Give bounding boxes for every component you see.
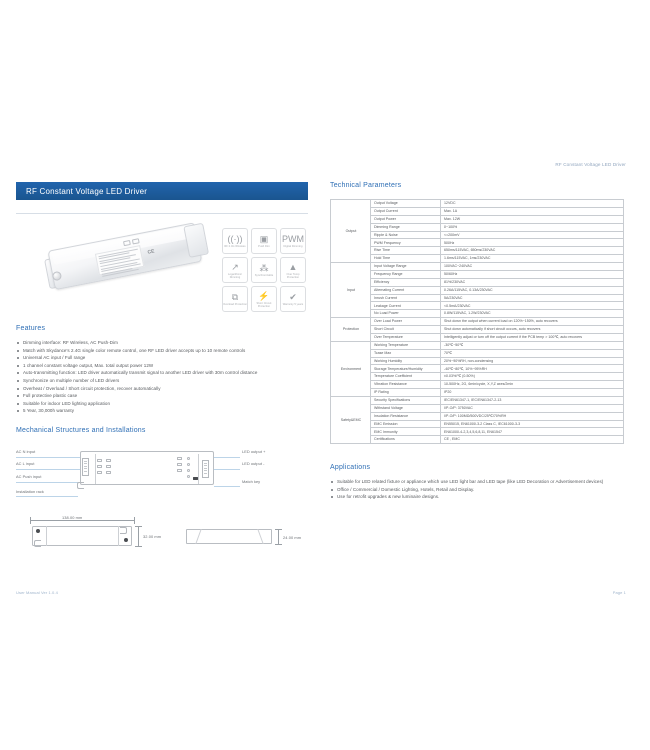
terminal-block	[106, 465, 111, 468]
spec-parameter-name: Temperature Coefficient	[371, 373, 441, 381]
spec-parameter-name: Frequency Range	[371, 270, 441, 278]
rf-wireless-glyph: ((·))	[227, 234, 243, 245]
device-outline	[80, 451, 214, 485]
spec-parameter-value: 500Hz	[441, 239, 624, 247]
label-ac-n-input: AC N input	[16, 448, 36, 454]
spec-parameter-name: Short Circuit	[371, 326, 441, 334]
product-title-bar	[16, 182, 308, 200]
spec-parameter-name: Alternating Current	[371, 286, 441, 294]
label-installation-rack: Installation rack	[16, 488, 44, 494]
dim-length-text: 138.00 mm	[62, 514, 83, 520]
product-title: RF Constant Voltage LED Driver	[26, 186, 148, 196]
spec-parameter-value: 81%/230VAC	[441, 278, 624, 286]
label-ac-push-input: AC Push input	[16, 473, 42, 479]
terminal-block	[177, 469, 182, 472]
spec-parameter-value: Shut down automatically if short circuit occurs, auto recovers	[441, 326, 624, 334]
spec-parameter-name: IP Rating	[371, 389, 441, 397]
table-row	[331, 318, 624, 326]
feature-icon-grid	[222, 228, 306, 312]
list-item: Universal AC input / Full range	[16, 354, 308, 362]
dimension-drawings	[16, 512, 308, 556]
installation-rack-bracket	[77, 482, 84, 489]
spec-parameter-value: <=200mV	[441, 231, 624, 239]
rack-bracket-bottom	[34, 540, 41, 547]
list-item: Use for retrofit upgrades & new luminaire designs.	[330, 493, 624, 501]
spec-parameter-name: Output Voltage	[371, 200, 441, 208]
synchronize-icon	[251, 257, 277, 283]
over-temperature-icon	[280, 257, 306, 283]
table-row	[331, 239, 624, 247]
list-item: 1 channel constant voltage output, Max. total output power 12W	[16, 362, 308, 370]
list-item: Suitable for LED related fixture or appliance which use LED light bar and LED tape (like LED Decoration or Advertisement devices)	[330, 478, 624, 486]
dim-width-text: 24.00 mm	[283, 534, 302, 540]
top-view-divider	[46, 526, 47, 546]
label-match-key: Match key	[242, 478, 261, 484]
spec-parameter-value: 0.8W/115VAC, 1.2W/230VAC	[441, 310, 624, 318]
spec-parameter-name: Ripple & Noise	[371, 231, 441, 239]
dimming-curve-glyph: ↗	[231, 261, 239, 272]
terminal-block	[97, 459, 102, 462]
spec-parameter-value: 10-500Hz, 2G, 6min/cycle, X,Y,Z axes/2min	[441, 381, 624, 389]
product-image	[47, 222, 206, 311]
datasheet-page	[0, 160, 650, 595]
spec-parameter-value: <0.5mA/230VAC	[441, 302, 624, 310]
push-dim-icon	[251, 228, 277, 254]
technical-parameters-heading: Technical Parameters	[330, 182, 402, 189]
spec-parameter-value: Intelligently adjust or turn off the output current if the PCB temp > 100℃, auto recovers	[441, 333, 624, 341]
spec-parameter-name: Rise Time	[371, 247, 441, 255]
table-row	[331, 215, 624, 223]
dim-width-tick-bottom	[275, 544, 282, 545]
push-dim-caption: Push Dim	[258, 245, 270, 249]
spec-parameter-value: EN61000-4-2,3,4,5,6,8,11, EN61547	[441, 428, 624, 436]
dim-length-tick-right	[134, 517, 135, 524]
label-led-output-minus: LED output -	[242, 460, 265, 466]
spec-parameter-name: Inrush Current	[371, 294, 441, 302]
spec-parameter-value: 50/60Hz	[441, 270, 624, 278]
spec-parameter-value: -40℃~80℃, 10%~95%RH	[441, 365, 624, 373]
warranty-caption: Warranty 5 years	[282, 303, 304, 307]
overload-protection-glyph: ⧉	[231, 292, 239, 303]
features-list	[16, 339, 308, 415]
spec-parameter-name: Tcase Max	[371, 349, 441, 357]
lead-line-match-key	[214, 486, 240, 487]
list-item: Office / Commercial / Domestic Lighting, Hotels, Retail and Display.	[330, 486, 624, 494]
table-row	[331, 373, 624, 381]
dim-length-tick-left	[30, 517, 31, 524]
spec-parameter-name: Input Voltage Range	[371, 263, 441, 271]
spec-parameter-value: 0~100%	[441, 223, 624, 231]
table-row	[331, 349, 624, 357]
dim-width-line	[278, 529, 279, 544]
right-column	[330, 182, 624, 501]
dim-height-text: 32.00 mm	[143, 533, 162, 539]
rf-wireless-caption: RF 2.4G Wireless	[224, 245, 246, 249]
ce-mark-icon: CE	[147, 248, 156, 256]
spec-parameter-value: 5A/230VAC	[441, 294, 624, 302]
spec-parameter-name: Storage Temperature/Humidity	[371, 365, 441, 373]
spec-parameter-name: Withstand Voltage	[371, 404, 441, 412]
table-row	[331, 412, 624, 420]
spec-group-name: Safety&EMC	[331, 396, 371, 443]
top-view-divider	[118, 526, 119, 546]
spec-parameter-value: 0.26A/115VAC, 0.13A/230VAC	[441, 286, 624, 294]
mechanical-heading: Mechanical Structures and Installations	[16, 426, 146, 434]
spec-group-name: Output	[331, 200, 371, 263]
digital-dimming-caption: Digital Dimming	[283, 245, 303, 249]
table-row	[331, 420, 624, 428]
synchronize-glyph: ⁂	[259, 263, 269, 274]
list-item: Synchronize on multiple number of LED drivers	[16, 377, 308, 385]
lead-line-out-plus	[214, 457, 240, 458]
list-item: Full protective plastic case	[16, 392, 308, 400]
short-circuit-caption: Short Circuit Protection	[256, 301, 272, 308]
lead-line-rack	[16, 496, 78, 497]
spec-parameter-name: PWM Frequency	[371, 239, 441, 247]
spec-parameter-name: Efficiency	[371, 278, 441, 286]
specifications-table	[330, 199, 624, 444]
short-circuit-icon	[251, 286, 277, 312]
spec-parameter-name: Leakage Current	[371, 302, 441, 310]
applications-heading: Applications	[330, 464, 371, 472]
dim-height-tick-top	[135, 526, 142, 527]
spec-parameter-value: 1.6ms/115VAC, 1ms/230VAC	[441, 255, 624, 263]
spec-parameter-name: Output Current	[371, 207, 441, 215]
footer-version: User Manual Ver 1.0.4	[16, 590, 58, 595]
table-row	[331, 247, 624, 255]
left-column	[16, 182, 308, 556]
spec-parameter-name: Over Load Power	[371, 318, 441, 326]
table-row	[331, 357, 624, 365]
lead-line-out-minus	[214, 469, 240, 470]
push-dim-glyph: ▣	[259, 234, 269, 245]
list-item: Dimming interface: RF Wireless, AC Push-Dim	[16, 339, 308, 347]
digital-dimming-icon	[280, 228, 306, 254]
mounting-hole	[124, 538, 128, 542]
dimming-curve-caption: Logarithmic Dimming	[228, 272, 242, 279]
table-row	[331, 333, 624, 341]
dim-length-line	[30, 520, 134, 521]
dim-height-tick-bottom	[135, 546, 142, 547]
lead-line-ac-push	[16, 482, 80, 483]
applications-list	[330, 478, 624, 501]
table-row	[331, 341, 624, 349]
over-temperature-glyph: ▲	[288, 261, 298, 272]
spec-parameter-name: Working Humidity	[371, 357, 441, 365]
list-item: Overheat / Overload / Short circuit protection, recover automatically	[16, 385, 308, 393]
spec-parameter-value: 70℃	[441, 349, 624, 357]
title-divider	[16, 213, 308, 214]
match-key-button[interactable]	[193, 477, 198, 480]
table-row	[331, 294, 624, 302]
spec-group-name: Protection	[331, 318, 371, 342]
table-row	[331, 428, 624, 436]
table-row	[331, 200, 624, 208]
over-temperature-caption: Over Temp Protection	[286, 272, 300, 279]
table-row	[331, 207, 624, 215]
spec-parameter-name: Vibration Resistance	[371, 381, 441, 389]
table-row	[331, 326, 624, 334]
dim-height-line	[138, 526, 139, 546]
spec-parameter-value: IP20	[441, 389, 624, 397]
spec-parameter-name: Certifications	[371, 436, 441, 444]
list-item: Auto-transmitting function: LED driver automatically transmit signal to another LED driver with 30m control distance	[16, 369, 308, 377]
digital-dimming-glyph: PWM	[282, 234, 304, 245]
terminal-block	[106, 459, 111, 462]
table-row	[331, 310, 624, 318]
spec-parameter-value: 100VAC~240VAC	[441, 263, 624, 271]
table-row	[331, 404, 624, 412]
terminal-comb-right	[202, 460, 209, 478]
list-item: Suitable for indoor LED lighting application	[16, 400, 308, 408]
running-header: RF Constant Voltage LED Driver	[555, 162, 626, 167]
spec-parameter-name: Insulation Resistance	[371, 412, 441, 420]
spec-parameter-name: Over Temperature	[371, 333, 441, 341]
spec-parameter-value: I/P-O/P: 3750VAC	[441, 404, 624, 412]
spec-parameter-value: CE , EMC	[441, 436, 624, 444]
spec-parameter-name: No Load Power	[371, 310, 441, 318]
terminal-block	[177, 457, 182, 460]
table-row	[331, 365, 624, 373]
spec-parameter-value: ±0.03%/℃ (0-50%)	[441, 373, 624, 381]
spec-parameter-name: EMC Emission	[371, 420, 441, 428]
lead-line-ac-n	[16, 457, 80, 458]
spec-parameter-name: EMC Immunity	[371, 428, 441, 436]
spec-parameter-name: Hold Time	[371, 255, 441, 263]
dimming-curve-icon	[222, 257, 248, 283]
spec-parameter-name: Security Specifications	[371, 396, 441, 404]
terminal-comb-left	[82, 458, 89, 476]
table-row	[331, 381, 624, 389]
table-row	[331, 286, 624, 294]
spec-group-name: Input	[331, 263, 371, 318]
list-item: Match with Skydance's 2.4G single color remote control, one RF LED driver accepts up to 10 remote controls	[16, 347, 308, 355]
features-heading: Features	[16, 325, 46, 332]
warranty-icon	[280, 286, 306, 312]
spec-parameter-value: Max. 1A	[441, 207, 624, 215]
terminal-block	[97, 465, 102, 468]
footer-page-number: Page 1	[612, 590, 626, 595]
table-row	[331, 436, 624, 444]
spec-parameter-name: Working Temperature	[371, 341, 441, 349]
short-circuit-glyph: ⚡	[258, 290, 270, 301]
mechanical-diagram	[16, 441, 308, 509]
spec-parameter-value: -30℃~50℃	[441, 341, 624, 349]
table-row	[331, 302, 624, 310]
spec-parameter-value: 12VDC	[441, 200, 624, 208]
spec-parameter-value: EN55015, EN61000-3-2 Class C, IEC61000-3-3	[441, 420, 624, 428]
table-row	[331, 231, 624, 239]
spec-parameter-value: Max. 12W	[441, 215, 624, 223]
spec-parameter-value: Shut down the output when current load on 120%~150%, auto recovers	[441, 318, 624, 326]
top-view-outline	[32, 526, 132, 546]
table-row	[331, 270, 624, 278]
rf-wireless-icon	[222, 228, 248, 254]
spec-parameter-value: 650ms/115VAC, 650ms/230VAC	[441, 247, 624, 255]
list-item: 5 Year, 30,000h warranty	[16, 407, 308, 415]
dim-width-tick-top	[275, 529, 282, 530]
overload-protection-caption: Overload Protection	[223, 303, 247, 307]
mounting-hole	[36, 529, 40, 533]
table-row	[331, 389, 624, 397]
spec-group-name: Environment	[331, 341, 371, 396]
label-ac-l-input: AC L input	[16, 460, 35, 466]
spec-parameter-name: Output Power	[371, 215, 441, 223]
table-row	[331, 255, 624, 263]
table-row	[331, 223, 624, 231]
lead-line-ac-l	[16, 469, 80, 470]
overload-protection-icon	[222, 286, 248, 312]
warranty-glyph: ✔	[289, 292, 297, 303]
rack-bracket-top	[120, 527, 127, 534]
terminal-block	[177, 463, 182, 466]
table-row	[331, 396, 624, 404]
spec-parameter-name: Dimming Range	[371, 223, 441, 231]
label-led-output-plus: LED output +	[242, 448, 266, 454]
spec-parameter-value: IEC/EN61347-1, IEC/EN61347-2-13	[441, 396, 624, 404]
table-row	[331, 263, 624, 271]
product-photo-area	[16, 220, 308, 325]
synchronize-caption: Synchronizable	[254, 274, 274, 278]
spec-parameter-value: I/P-O/P: 100MΩ/500VDC/25℃/70%RH	[441, 412, 624, 420]
table-row	[331, 278, 624, 286]
terminal-block	[106, 471, 111, 474]
spec-parameter-value: 20%~90%RH, non-condensing	[441, 357, 624, 365]
terminal-block	[97, 471, 102, 474]
